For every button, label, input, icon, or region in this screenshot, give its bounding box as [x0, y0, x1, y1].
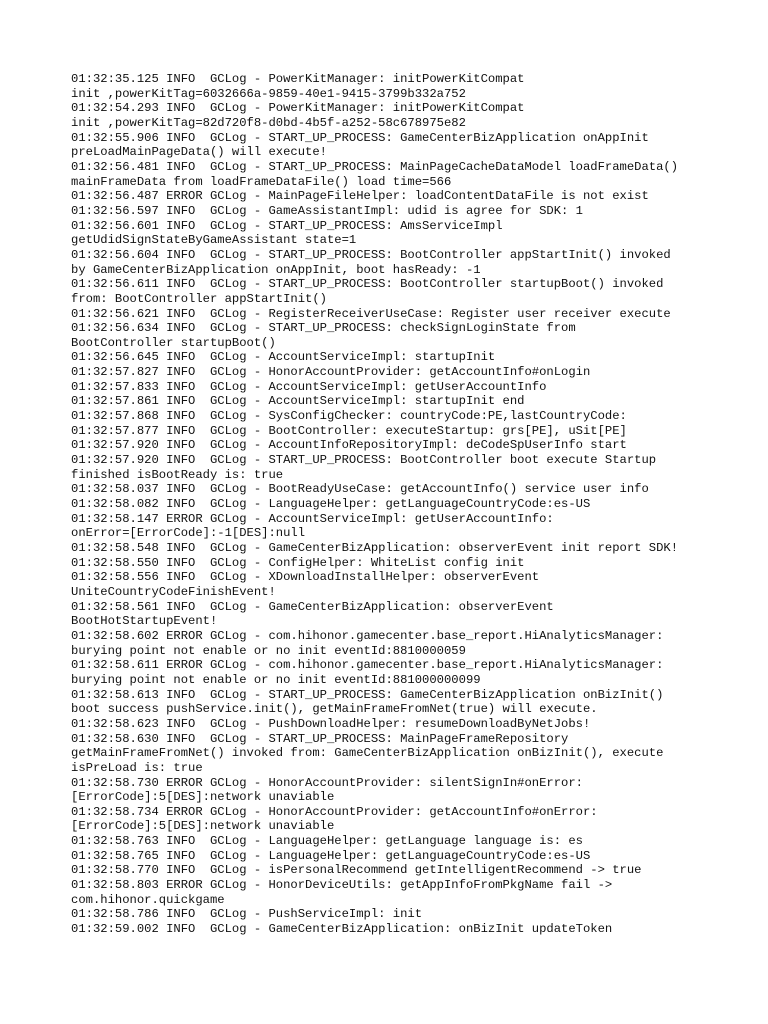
- log-line: 01:32:58.556 INFO GCLog - XDownloadInstallHelper: observerEvent: [71, 570, 540, 585]
- log-line: 01:32:58.630 INFO GCLog - START_UP_PROCESS: MainPageFrameRepository: [71, 731, 569, 746]
- log-line: com.hihonor.quickgame: [71, 892, 225, 907]
- log-line: BootController startupBoot(): [71, 335, 276, 350]
- log-line: 01:32:58.147 ERROR GCLog - AccountServiceImpl: getUserAccountInfo:: [71, 511, 554, 526]
- log-line: burying point not enable or no init eventId:8810000059: [71, 643, 466, 658]
- log-line: 01:32:35.125 INFO GCLog - PowerKitManager: initPowerKitCompat: [71, 72, 525, 86]
- log-line: 01:32:58.803 ERROR GCLog - HonorDeviceUtils: getAppInfoFromPkgName fail ->: [71, 878, 613, 893]
- log-line: UniteCountryCodeFinishEvent!: [71, 584, 276, 599]
- log-line: 01:32:59.002 INFO GCLog - GameCenterBizApplication: onBizInit updateToken: [71, 922, 613, 937]
- log-line: 01:32:58.623 INFO GCLog - PushDownloadHelper: resumeDownloadByNetJobs!: [71, 716, 591, 731]
- log-line: 01:32:56.597 INFO GCLog - GameAssistantImpl: udid is agree for SDK: 1: [71, 203, 583, 218]
- log-line: init ,powerKitTag=82d720f8-d0bd-4b5f-a252-58c678975e82: [71, 115, 466, 130]
- log-line: mainFrameData from loadFrameDataFile() load time=566: [71, 174, 452, 189]
- log-line: preLoadMainPageData() will execute!: [71, 145, 327, 160]
- log-line: 01:32:58.550 INFO GCLog - ConfigHelper: WhiteList config init: [71, 555, 525, 570]
- log-line: 01:32:58.613 INFO GCLog - START_UP_PROCESS: GameCenterBizApplication onBizInit(): [71, 687, 664, 702]
- log-line: init ,powerKitTag=6032666a-9859-40e1-9415-3799b332a752: [71, 86, 466, 101]
- log-line: [ErrorCode]:5[DES]:network unaviable: [71, 819, 335, 834]
- log-line: 01:32:56.487 ERROR GCLog - MainPageFileHelper: loadContentDataFile is not exist: [71, 189, 649, 204]
- log-line: isPreLoad is: true: [71, 760, 203, 775]
- log-document: [71, 72, 761, 937]
- log-line: 01:32:56.601 INFO GCLog - START_UP_PROCESS: AmsServiceImpl: [71, 218, 503, 233]
- log-line: 01:32:56.621 INFO GCLog - RegisterReceiverUseCase: Register user receiver execute: [71, 306, 671, 321]
- log-line: 01:32:57.920 INFO GCLog - START_UP_PROCESS: BootController boot execute Startup: [71, 453, 657, 468]
- log-line: from: BootController appStartInit(): [71, 291, 327, 306]
- log-line: 01:32:58.082 INFO GCLog - LanguageHelper: getLanguageCountryCode:es-US: [71, 497, 591, 512]
- log-line: 01:32:58.763 INFO GCLog - LanguageHelper: getLanguage language is: es: [71, 834, 583, 849]
- log-line: 01:32:58.770 INFO GCLog - isPersonalRecommend getIntelligentRecommend -> true: [71, 863, 642, 878]
- log-line: getMainFrameFromNet() invoked from: GameCenterBizApplication onBizInit(), execute: [71, 746, 664, 761]
- log-line: 01:32:57.920 INFO GCLog - AccountInfoRepositoryImpl: deCodeSpUserInfo start: [71, 438, 627, 453]
- log-line: 01:32:58.611 ERROR GCLog - com.hihonor.gamecenter.base_report.HiAnalyticsManager:: [71, 658, 664, 673]
- log-line: 01:32:57.833 INFO GCLog - AccountServiceImpl: getUserAccountInfo: [71, 379, 547, 394]
- log-line: 01:32:57.861 INFO GCLog - AccountServiceImpl: startupInit end: [71, 394, 525, 409]
- log-line: boot success pushService.init(), getMainFrameFromNet(true) will execute.: [71, 702, 598, 717]
- log-line: 01:32:56.645 INFO GCLog - AccountServiceImpl: startupInit: [71, 350, 496, 365]
- log-line: 01:32:54.293 INFO GCLog - PowerKitManager: initPowerKitCompat: [71, 101, 525, 116]
- log-line: 01:32:58.765 INFO GCLog - LanguageHelper: getLanguageCountryCode:es-US: [71, 848, 591, 863]
- log-line: finished isBootReady is: true: [71, 467, 284, 482]
- log-line: 01:32:55.906 INFO GCLog - START_UP_PROCESS: GameCenterBizApplication onAppInit: [71, 130, 649, 145]
- log-line: 01:32:57.877 INFO GCLog - BootController: executeStartup: grs[PE], uSit[PE]: [71, 423, 627, 438]
- log-line: 01:32:58.602 ERROR GCLog - com.hihonor.gamecenter.base_report.HiAnalyticsManager:: [71, 628, 664, 643]
- log-line: 01:32:58.561 INFO GCLog - GameCenterBizApplication: observerEvent: [71, 599, 554, 614]
- log-line: 01:32:57.827 INFO GCLog - HonorAccountProvider: getAccountInfo#onLogin: [71, 365, 591, 380]
- log-line: onError=[ErrorCode]:-1[DES]:null: [71, 526, 306, 541]
- log-line: 01:32:56.611 INFO GCLog - START_UP_PROCESS: BootController startupBoot() invoked: [71, 277, 664, 292]
- log-line: getUdidSignStateByGameAssistant state=1: [71, 233, 357, 248]
- log-line: 01:32:58.037 INFO GCLog - BootReadyUseCase: getAccountInfo() service user info: [71, 482, 649, 497]
- log-line: 01:32:58.786 INFO GCLog - PushServiceImpl: init: [71, 907, 423, 922]
- log-line: 01:32:58.548 INFO GCLog - GameCenterBizApplication: observerEvent init report SDK!: [71, 541, 679, 555]
- log-line: burying point not enable or no init eventId:881000000099: [71, 672, 481, 687]
- log-line: 01:32:56.634 INFO GCLog - START_UP_PROCESS: checkSignLoginState from: [71, 321, 576, 336]
- log-line: 01:32:57.868 INFO GCLog - SysConfigChecker: countryCode:PE,lastCountryCode:: [71, 409, 627, 424]
- log-line: [ErrorCode]:5[DES]:network unaviable: [71, 790, 335, 805]
- log-line: 01:32:58.730 ERROR GCLog - HonorAccountProvider: silentSignIn#onError:: [71, 775, 583, 790]
- log-line: 01:32:58.734 ERROR GCLog - HonorAccountProvider: getAccountInfo#onError:: [71, 804, 598, 819]
- log-line: by GameCenterBizApplication onAppInit, boot hasReady: -1: [71, 262, 481, 277]
- log-line: 01:32:56.604 INFO GCLog - START_UP_PROCESS: BootController appStartInit() invoked: [71, 247, 671, 262]
- log-line: 01:32:56.481 INFO GCLog - START_UP_PROCESS: MainPageCacheDataModel loadFrameData(): [71, 159, 679, 174]
- log-line: BootHotStartupEvent!: [71, 614, 218, 629]
